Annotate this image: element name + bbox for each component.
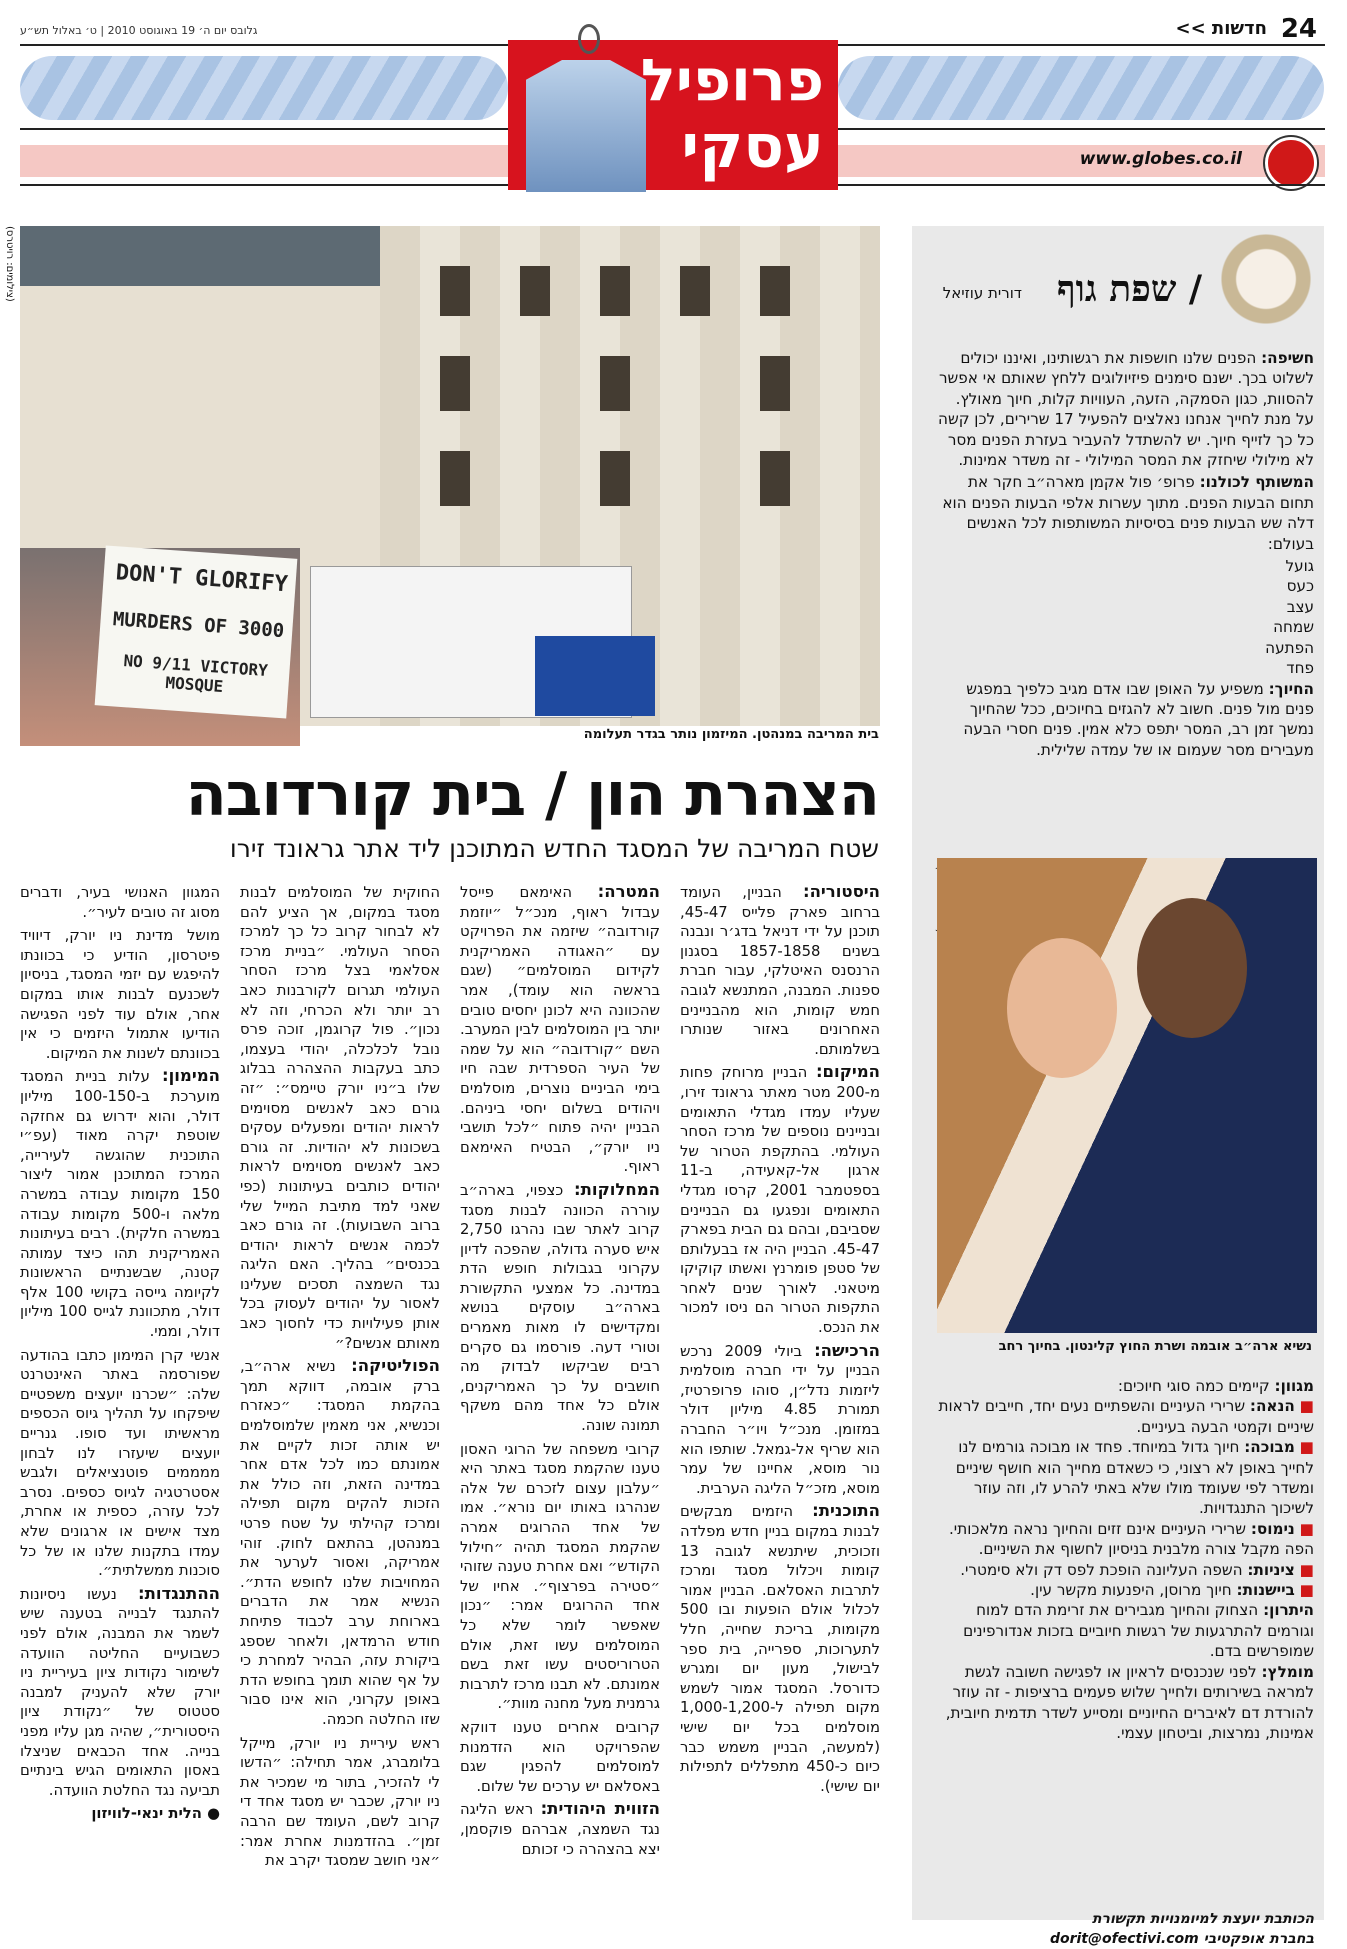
subheading: היסטוריה:: [802, 882, 880, 901]
sidebar-label: הנאה:: [1249, 1397, 1295, 1416]
article-body: [20, 882, 882, 1920]
sidebar-paragraph-text: שרירי העיניים והשפתיים נעים יחד, חייבים לראות שיניים וקמטי הבעה בעיניים.: [938, 1397, 1314, 1436]
paragraph: [680, 1501, 880, 1796]
article-column-3: [240, 882, 440, 1874]
subheading: הפוליטיקה:: [351, 1356, 440, 1376]
paragraph-text: ביולי 2009 נרכש הבניין על ידי חברה מוסלמית ליזמות נדל״ן, סוהו פרופרטיז, תמורת 4.85 מיליון דולר במזומן. מנכ״ל ויו״ר החברה הוא שריף אל-גמאל. שותפו הוא נור מוסא, אחיינו של עמר מוסא, מזכ״ל הליגה הערבית.: [680, 1342, 880, 1497]
sidebar-paragraph: [934, 679, 1314, 761]
list-item: הפתעה: [1265, 638, 1314, 657]
emotions-list: [934, 556, 1314, 678]
window: [600, 356, 630, 411]
article-headline: הצהרת הון / בית קורדובה: [185, 760, 879, 830]
paragraph-text: נשיא ארה״ב, ברק אובמה, דווקא תמך בהקמת המסגד: ״כאזרח וכנשיא, אני מאמין שלמוסלמים יש אותה זכות לקיים את אמונתם כמו לכל אדם אחר במדינה הזאת, וזה כולל את הזכות להקים מקום תפילה ומרכז קהילתי על שטח פרטי במנהטן, בהתאם לחוק. זוהי אמריקה, ואסור לערער את המחויבות שלנו לחופש הדת״. הנשיא אמר את הדברים בארוחת ערב לכבוד פתיחת חודש הרמדאן, ולאחר שספג ביקורת עזה, הבהיר למחרת כי על אף שהוא תומך בחופש הדת באופן עקרוני, הוא אינו סבור שזו החלטה חכמה.: [240, 1358, 440, 1728]
list-item: כעס: [1286, 577, 1314, 596]
author-byline: ● הלית ינאי-לוויזון: [91, 1805, 220, 1823]
window: [440, 451, 470, 506]
sidebar-title: שפת גוף /: [1057, 268, 1202, 310]
paragraph-text: אנשי קרן המימון כתבו בהודעה שפורסמה באתר האינטרנט שלה: ״שכרנו יועצים משפטיים שיפקחו על תהליך גיוס הכספים מראשיתו ועד סופו. גנריים יועצים שיעזרו לנו לבחון ממממים פוטנציאלים ולגבש אסטרטגיה לגיוס כספים. נסרב לכל עזרה, כספית או אחרת, מצד אישים או ארגונים שלא עמדו בתקנות שלנו או של כל סוכנות ממשלתית״.: [20, 1346, 220, 1580]
window: [600, 451, 630, 506]
list-item: שמחה: [1273, 618, 1314, 637]
sidebar-paragraph: [934, 1600, 1314, 1661]
sidebar-text: [934, 348, 1314, 762]
sidebar-author: דורית עוזיאל: [942, 284, 1022, 302]
bullet-square-icon: ■: [1294, 1519, 1314, 1538]
paragraph: [240, 1356, 440, 1729]
author-portrait: [1218, 234, 1314, 334]
paragraph-text: עלות בניית המסגד מוערכת ב-100-150 מיליון דולר, והוא ידרוש גם אחזקה שוטפת יקרה מאוד (עפ״י התוכנית שהוגשה לעירייה, המרכז המתוכנן אמור ליצור 150 מקומות עבודה במשרה מלאה ו-500 מקומות עבודה במשרה חלקית). רבים בעיתונות האמריקנית תהו כיצד עמותה קטנה, שבשנתיים הראשונות לקיומה גייסה בקושי 100 אלף דולר, מתכוונת לגייס 100 מיליון דולר, וממי.: [20, 1068, 220, 1341]
subheading: התוכנית:: [812, 1501, 880, 1521]
window: [440, 266, 470, 316]
paragraph: [680, 882, 880, 1059]
list-item: [934, 1519, 1314, 1560]
cursor-icon[interactable]: [1265, 137, 1317, 189]
paragraph: [460, 1799, 660, 1859]
logo-title-line2: עסקי: [681, 112, 824, 182]
paragraph: [680, 1062, 880, 1337]
paragraph: [20, 1066, 220, 1341]
paragraph-text: ראש הליגה נגד השמצה, אברהם פוקסמן, יצא בהצהרה כי זכותם: [460, 1801, 660, 1858]
paragraph-text: החוקית של המוסלמים לבנות מסגד במקום, אך הציע להם לא לבחור קרוב כל כך למרכז הסחר העולמי. ״בניית מרכז אסלאמי בצל מרכז הסחר העולמי תגרום לקורבנות כאב רב יותר ולא הכרחי, וזה לא נכון״. פול קרוגמן, זוכה פרס נובל לכלכלה, יהודי בעצמו, כתב בעקבות ההצהרה בבלוג שלו ב״ניו יורק טיימס״: ״זה גורם כאב לאנשים מסוימים לראות יהודים ומפעלים עסקים בשכונות לא יהודיות. זה גורם כאב לאנשים מסוימים לראות יהודים כותבים בעיתונות (כפי שאני למד מתיבת המייל שלי ברוב השבועות). זה גורם כאב לכמה אנשים לראות יהודים בכנסים״ בהליך. האם הליגה נגד השמצה תסכים שעלינו לאסור על יהודים לעסוק בכל אותן פעילויות כדי לחסוך כאב מאותם אנשים?״: [240, 884, 440, 1352]
paragraph-text: כצפוי, בארה״ב עוררה הכוונה לבנות מסגד קרוב לאתר שבו נהרגו 2,750 איש סערה גדולה, שהפכה לדיון עקרוני בגבולות חופש הדת במדינה. כל אמצעי התקשורת בארה״ב עוסקים בנושא ומקדישים לו מאות מאמרים וטורי דעה. פורסמו גם סקרים רבים שביקשו לבדוק מה חושבים על כך האמריקנים, אולם כל אחד מהם משקף תמונה שונה.: [460, 1181, 660, 1435]
paragraph: [20, 882, 220, 922]
sidebar-label: ציניות:: [1247, 1560, 1295, 1579]
list-item: [934, 1560, 1314, 1580]
sidebar-paragraph: [934, 472, 1314, 554]
paragraph: [460, 882, 660, 1177]
author-note: [934, 1909, 1314, 1949]
paragraph-text: קרובי משפחה של הרוגי האסון טענו שהקמת מסגד באתר היא ״עלבון עצום לזכרם של אלה שנהרגו באותו יום נורא״. אמו של אחד ההרוגים אמרה שהקמת המסגד תהיה ״חילול הקודש״ ואם אחרת טענה שזוהי ״סטירה בפרצוף״. אחיו של אחד ההרוגים אמר: ״נכון שאפשר לומר שלא כל המוסלמים עשו זאת, אולם הטרוריסטים עשו זאת בשם אמונתם. לא תבנו מרכז לתרבות גרמנית מעל מחנה מוות״.: [460, 1440, 660, 1713]
author-note-line: הכותבת יועצת למיומנויות תקשורת: [1091, 1911, 1314, 1927]
decorative-banner-left: [20, 56, 508, 120]
sidebar-label: המשותף לכולנו:: [1199, 473, 1314, 492]
window: [520, 266, 550, 316]
logo-title-line1: פרופיל: [640, 46, 824, 114]
list-item: פחד: [1286, 659, 1314, 678]
hanger-icon: [578, 24, 600, 54]
article-subhead: שטח המריבה של המסגד החדש המתוכנן ליד אתר גראונד זירו: [229, 834, 879, 863]
sidebar-label: ביישנות:: [1236, 1581, 1295, 1600]
sidebar-label: החיוך:: [1268, 679, 1314, 698]
paragraph: [460, 1439, 660, 1714]
page-number: 24: [1280, 14, 1317, 44]
subheading: ההתנגדות:: [137, 1583, 220, 1603]
paragraph-text: ראש עיריית ניו יורק, מייקל בלומברג, אמר תחילה: ״הדשו לי להזכיר, בתור מי שמכיר את ניו יורק, שכבר יש מסגד אחד די קרוב לשם, העומד שם הרבה זמן״. בהזדמנות אחרת אמר: ״אני חושב שמסגד יקרב את: [240, 1734, 440, 1870]
author-email[interactable]: בחברת אופקטיבי dorit@ofectivi.com: [1049, 1931, 1314, 1947]
article-column-4: [20, 882, 220, 1827]
window: [440, 356, 470, 411]
subheading: הזווית היהודית:: [540, 1799, 660, 1819]
paragraph-text: הבניין מרוחק פחות מ-200 מטר מאתר גראונד זירו, שעליו עמדו מגדלי התאומים ובניינים נוספים של מרכז הסחר העולמי. בהתקפת הטרור של ארגון אל-קאעידה, ב-11 בספטמבר 2001, קרסו מגדלי התאומים ונפגעו גם הבניינים שסביבם, ובהם גם הבית בפארק 45-47. הבניין היה אז בבעלותם של סטפן פומרנץ ואשתו קוקיקו מיטאני. לאורך שנים לאחר התקפות הטרור הם ניסו למכור את הנכס.: [680, 1064, 881, 1337]
protest-sign: [95, 545, 298, 718]
sidebar-paragraph-text: הצחוק והחיוך מגבירים את זרימת הדם למוח וגורמים להתרגעות של רגשות חיוביים בזכות אנדורפינים שמופרשים בדם.: [963, 1601, 1314, 1661]
subheading: הרכישה:: [814, 1340, 880, 1360]
protest-photo: [20, 548, 300, 746]
bullet-square-icon: ■: [1294, 1560, 1314, 1579]
sidebar-label: היתרון:: [1263, 1601, 1314, 1620]
paragraph: [240, 882, 440, 1353]
article-column-2: [460, 882, 660, 1862]
issue-info: גלובס יום ה׳ 19 באוגוסט 2010 | ט׳ באלול תש״ע: [20, 24, 258, 37]
face: [1007, 938, 1117, 1078]
paragraph: [460, 1180, 660, 1436]
website-link[interactable]: www.globes.co.il: [1079, 149, 1242, 169]
face: [1137, 898, 1247, 1038]
sign-line1: DON'T GLORIFY: [114, 560, 289, 598]
section-logo: [508, 40, 838, 190]
sidebar-paragraph-text: חיוך מרוסן, היפנעות מקשר עין.: [1030, 1581, 1237, 1600]
sign-line2: MURDERS OF 3000: [112, 608, 285, 643]
sidebar-paragraph: [934, 1376, 1314, 1396]
sidebar-paragraph-text: לפני שנכנסים לראיון או לפגישה חשובה לגשת למראה בשירותים ולחייך שלוש פעמים ברציפות - זה עוזר להורדת דם לאיברים החיוניים ומסייע לשדר תדמית חיובית, אמינות, נמרצות, וביטחון עצמי.: [945, 1662, 1314, 1742]
sidebar-paragraph-text: משפיע על האופן שבו אדם מגיב כלפיך במפגש פנים מול פנים. חשוב לא להגזים בחיוכים, ככל שהחיוך נמשך זמן רב, המסר יתפס כלא אמין. פנים חסרי הבעה מעבירים מסר שעמום או של עמדה שלילית.: [963, 679, 1314, 759]
sidebar-body-language: [912, 226, 1324, 1947]
window: [760, 266, 790, 316]
sidebar-paragraph-text: פרופ׳ פול אקמן מארה״ב חקר את תחום הבעות הפנים. מתוך עשרות אלפי הבעות הפנים הוא דלה שש הבעות פנים בסיסיות המשותפות לכל האנשים בעולם:: [942, 473, 1314, 553]
sidebar-paragraph-text: שרירי העיניים אינם זזים והחיוך נראה מלאכותי. הפה מקבל צורה מלבנית בניסיון לחשוף את השיניים.: [948, 1519, 1314, 1559]
window: [760, 356, 790, 411]
list-item: גועל: [1285, 557, 1314, 576]
smile-types: [934, 1376, 1314, 1743]
decorative-banner-right: [838, 56, 1324, 120]
paragraph: [680, 1341, 880, 1499]
bullet-square-icon: ■: [1294, 1581, 1314, 1600]
paragraph-text: נעשו ניסיונות להתנגד לבנייה בטענה שיש לשמר את המבנה, אולם לפני כשבועיים החליטה הוועדה לשימור נקודות ציון בעיריית ניו יורק שלא להעניק למבנה סטטוס של ״נקודת ציון היסטורית״, שהיה מגן עליו מפני בנייה. אחד הכבאים שניצלו באסון התאומים הגיש בינתיים תביעה נגד החלטת הוועדה.: [20, 1585, 220, 1799]
bullet-square-icon: ■: [1294, 1438, 1314, 1457]
paragraph: [20, 925, 220, 1063]
section-label[interactable]: << חדשות: [1175, 18, 1267, 39]
truck-cab: [535, 636, 655, 716]
subheading: המטרה:: [597, 882, 660, 901]
paragraph: [20, 1584, 220, 1801]
sidebar-paragraph-text: השפה העליונה הופכת לפס דק ולא סימטרי.: [960, 1560, 1248, 1579]
paragraph-text: היזמים מבקשים לבנות במקום בניין חדש מפלדה וזכוכית, שיתנשא לגובה 13 קומות ויכלול מסגד ומרכז לתרבות האסלאם. הבניין אמור לכלול אולם הופעות ובו 500 מקומות, בריכת שחייה, חלל לתערוכות, ספרייה, בית ספר לבישול, מעון יום ומגרש כדורסל. המסגד אמור לשמש מקום תפילה ל-1,000-1,200 מוסלמים בכל יום שישי (למעשה, הבניין משמש כבר כיום כ-450 מתפללים לתפילות יום שישי).: [680, 1503, 880, 1795]
sidebar-label: מגוון:: [1274, 1377, 1314, 1395]
sidebar-label: נימוס:: [1250, 1519, 1295, 1538]
sidebar-paragraph: [934, 348, 1314, 470]
window: [680, 266, 710, 316]
byline: [20, 1803, 220, 1824]
list-item: [934, 1437, 1314, 1519]
window: [760, 451, 790, 506]
paragraph-text: קרובים אחרים טענו דווקא שהפרויקט הוא הזדמנות למוסלמים להפגין שגם באסלאם יש ערכים של שלום.: [460, 1718, 660, 1795]
paragraph-text: המגוון האנושי בעיר, ודברים מסוג זה טובים לעיר״.: [20, 884, 220, 921]
subheading: המימון:: [162, 1066, 220, 1086]
paragraph-text: מושל מדינת ניו יורק, דיוויד פיטרסון, הודיע כי בכוונתו להיפגש עם יזמי המסגד, בניסיון לשכנעם לבנות אותו במקום אחר, אולם עוד לפני הפגישה הודיעו אתמול היזמים כי אין בכוונתם לשנות את המיקום.: [20, 927, 220, 1062]
list-item: [934, 1396, 1314, 1437]
paragraph: [460, 1717, 660, 1796]
sidebar-paragraph-text: חיוך גדול במיוחד. פחד או מבוכה גורמים לנו לחייך באופן לא רצוני, כי כשאדם מחייך הוא חושף שיניים ומשדר לפי שעומד מולו שלא באתי להרע לו, וזה עוזר לשיכוך התנגדויות.: [955, 1438, 1314, 1518]
sidebar-label: מבוכה:: [1244, 1438, 1295, 1457]
suit-icon: [526, 60, 646, 192]
article-column-1: [680, 882, 880, 1799]
photo-caption: בית המריבה במנהטן. המיזמון נותר בגדר תעלומה: [583, 727, 879, 742]
photo-credit: (צילומים: רויטרס): [4, 226, 15, 302]
sidebar-paragraph: [934, 1662, 1314, 1744]
sidebar-label: מומלץ:: [1261, 1662, 1314, 1681]
sidebar-label: חשיפה:: [1261, 349, 1314, 367]
sidebar-paragraph-text: הפנים שלנו חושפות את רגשותינו, ואיננו יכולים לשלוט בכך. ישנם סימנים פיזיולוגים ללחץ שאותם אי אפשר להסוות, כגון הסמקה, הזעה, העוויות קלות, חיוך מאולץ. על מנת לחייך אנחנו נאלצים להפעיל 17 שרירים, לכן קשה כל כך לזייף חיוך. יש להשתדל להעביר בעזרת הפנים מסר לא מילולי שיחזק את המסר המילולי - זה משדר אמינות.: [938, 349, 1314, 470]
paragraph: [240, 1733, 440, 1871]
paragraph-text: הבניין, העומד ברחוב פארק פלייס 45-47, תוכנן על ידי דניאל בדג׳ר ונבנה בשנים 1857-1858 בסגנון הרנסנס האיטלקי, עבור חברת ספנות. המבנה, המתנשא לגובה חמש קומות, הוא מהבניינים האחרונים באזור שנותרו בשלמותם.: [680, 884, 880, 1058]
paragraph: [20, 1345, 220, 1581]
obama-clinton-photo: [937, 858, 1317, 1333]
photo-caption: נשיא ארה״ב אובמה ושרת החוץ קלינטון. בחיוך רחב: [998, 1339, 1312, 1354]
sidebar-paragraph-text: קיימים כמה סוגי חיוכים:: [1117, 1377, 1275, 1395]
subheading: המחלוקות:: [574, 1179, 660, 1199]
list-item: עצב: [1286, 597, 1314, 616]
bullet-square-icon: ■: [1294, 1397, 1314, 1416]
window: [600, 266, 630, 316]
subheading: המיקום:: [815, 1062, 880, 1082]
paragraph-text: האימאם פייסל עבדול ראוף, מנכ״ל ״יוזמת קורדובה״ שיזמה את הפרויקט עם ״האגודה האמריקנית לקידום המוסלמים״ (שגם בראשה הוא עומד), אמר שהכוונה היא לכונן יחסים טובים יותר בין המוסלמים לבין המערב. השם ״קורדובה״ הוא על שמה של העיר הספרדית שבה חיו בימי הביניים נוצרים, מוסלמים ויהודים בשלום יחסי ביניהם. הבניין יהיה פתוח ״לכל תושבי ניו יורק״, הבטיח האימאם ראוף.: [460, 884, 660, 1176]
sign-line3: NO 9/11 VICTORY MOSQUE: [122, 651, 269, 697]
list-item: [934, 1580, 1314, 1600]
